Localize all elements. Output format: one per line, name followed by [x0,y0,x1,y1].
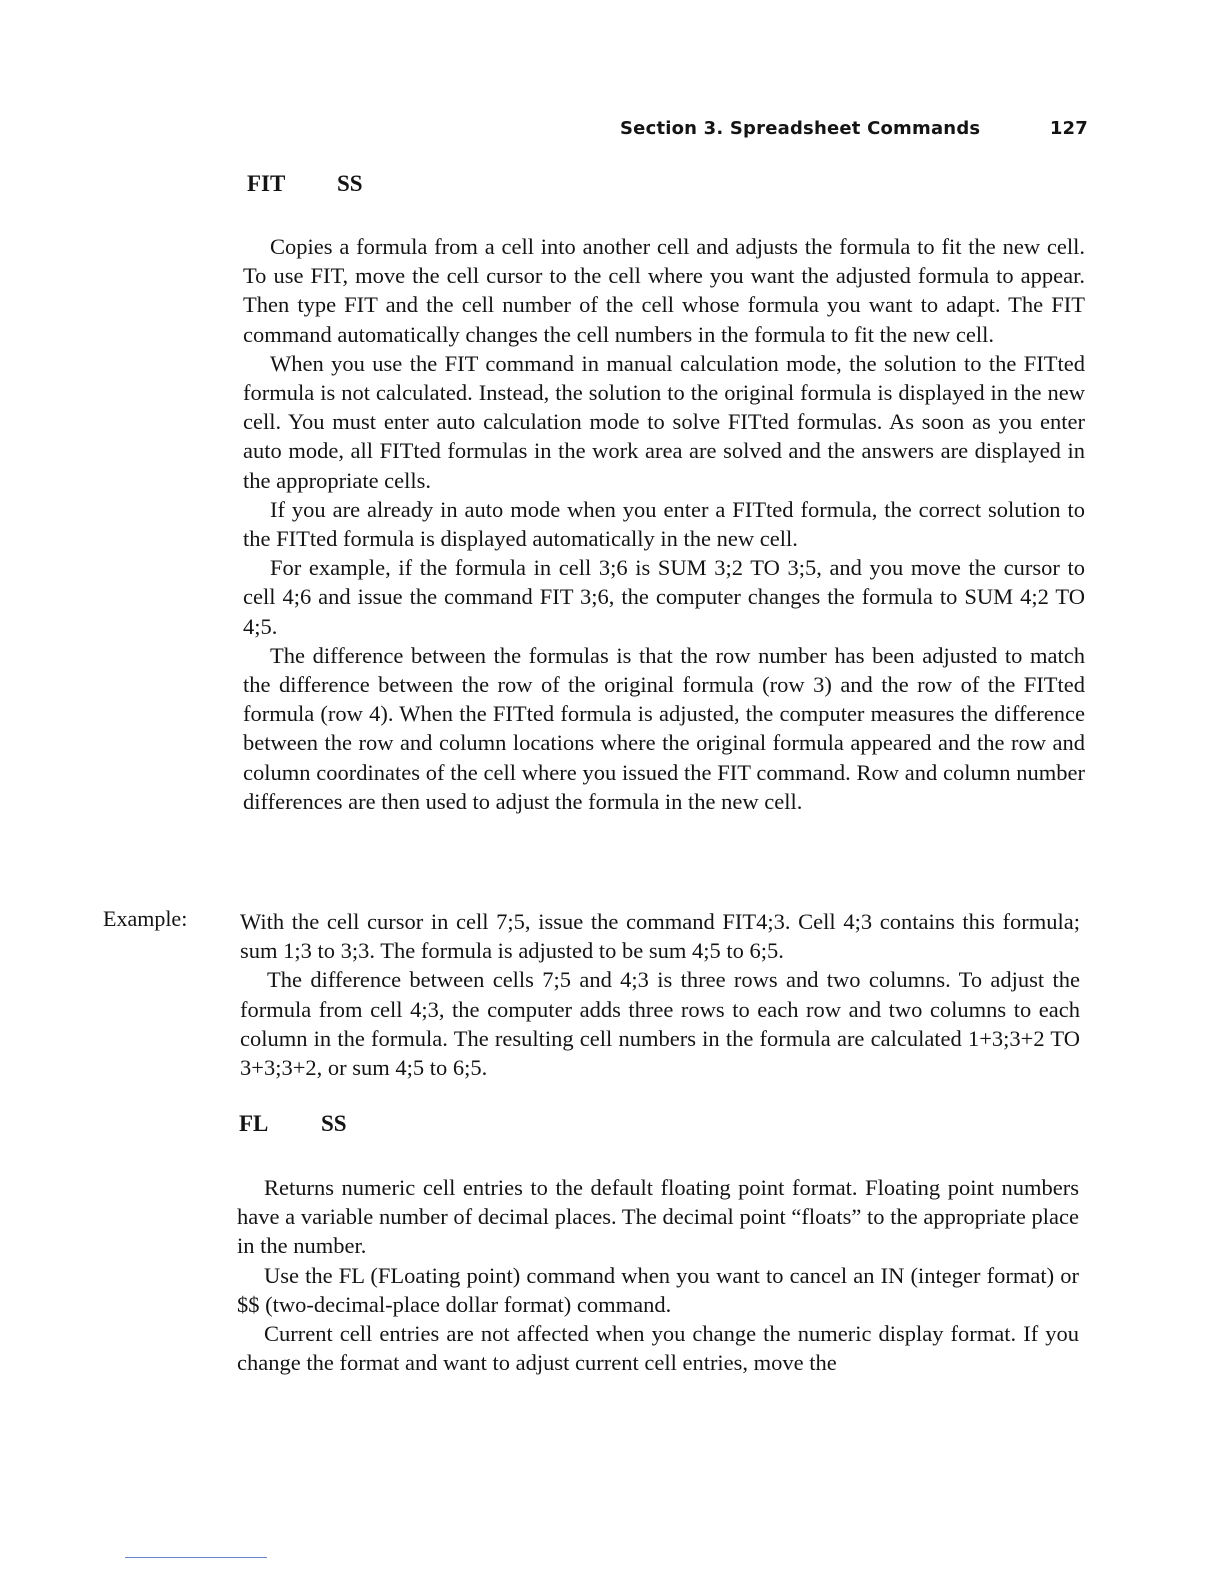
paragraph: Returns numeric cell entries to the default floating point format. Floating point numbers have a variable number of decimal places. The decimal point “floats” to the appropriate place in the number. [237,1175,1079,1259]
fl-description [237,1173,1079,1377]
paragraph: If you are already in auto mode when you enter a FITted formula, the correct solution to the FITted formula is displayed automatically in the new cell. [243,496,1085,552]
fit-example [240,907,1080,1082]
paragraph: The difference between the formulas is that the row number has been adjusted to match the difference between the row of the original formula (row 3) and the row of the FITted formula (row 4). When the FITted formula is adjusted, the computer measures the difference between the row and column locations where the original formula appeared and the row and column coordinates of the cell where you issued the FIT command. Row and column number differences are then used to adjust the formula in the new cell. [243,642,1085,814]
paragraph: Copies a formula from a cell into another cell and adjusts the formula to fit the new cell. To use FIT, move the cell cursor to the cell where you want the adjusted formula to appear. Then type FIT and the cell number of the cell whose formula you want to adapt. The FIT command automatically changes the cell numbers in the formula to fit the new cell. [243,234,1085,347]
command-name: FL [239,1111,269,1136]
command-mode: SS [321,1111,347,1136]
fl-heading [239,1111,347,1137]
paragraph: For example, if the formula in cell 3;6 is SUM 3;2 TO 3;5, and you move the cursor to cell 4;6 and issue the command FIT 3;6, the computer changes the formula to SUM 4;2 TO 4;5. [243,555,1085,639]
paragraph: With the cell cursor in cell 7;5, issue the command FIT4;3. Cell 4;3 contains this formula; sum 1;3 to 3;3. The formula is adjusted to be sum 4;5 to 6;5. [240,909,1080,964]
running-head [560,118,1088,139]
footnote-rule [125,1557,267,1558]
page-number: 127 [1049,118,1088,139]
paragraph: Current cell entries are not affected when you change the numeric display format. If you change the format and want to adjust current cell entries, move the [237,1321,1079,1376]
command-mode: SS [337,171,363,196]
paragraph: Use the FL (FLoating point) command when you want to cancel an IN (integer format) or $$ (two-decimal-place dollar format) command. [237,1262,1079,1317]
fit-description [243,232,1085,816]
paragraph: When you use the FIT command in manual calculation mode, the solution to the FITted formula is not calculated. Instead, the solution to the original formula is displayed in the new cell. You must enter auto calculation mode to solve FITted formulas. As soon as you enter auto mode, all FITted formulas in the work area are solved and the answers are displayed in the appropriate cells. [243,350,1085,493]
paragraph: The difference between cells 7;5 and 4;3 is three rows and two columns. To adjust the formula from cell 4;3, the computer adds three rows to each row and two columns to each column in the formula. The resulting cell numbers in the formula are calculated 1+3;3+2 TO 3+3;3+2, or sum 4;5 to 6;5. [240,967,1080,1081]
example-label: Example: [103,906,188,931]
fit-heading [247,171,363,197]
section-title: Section 3. Spreadsheet Commands [620,118,981,139]
command-name: FIT [247,171,286,196]
